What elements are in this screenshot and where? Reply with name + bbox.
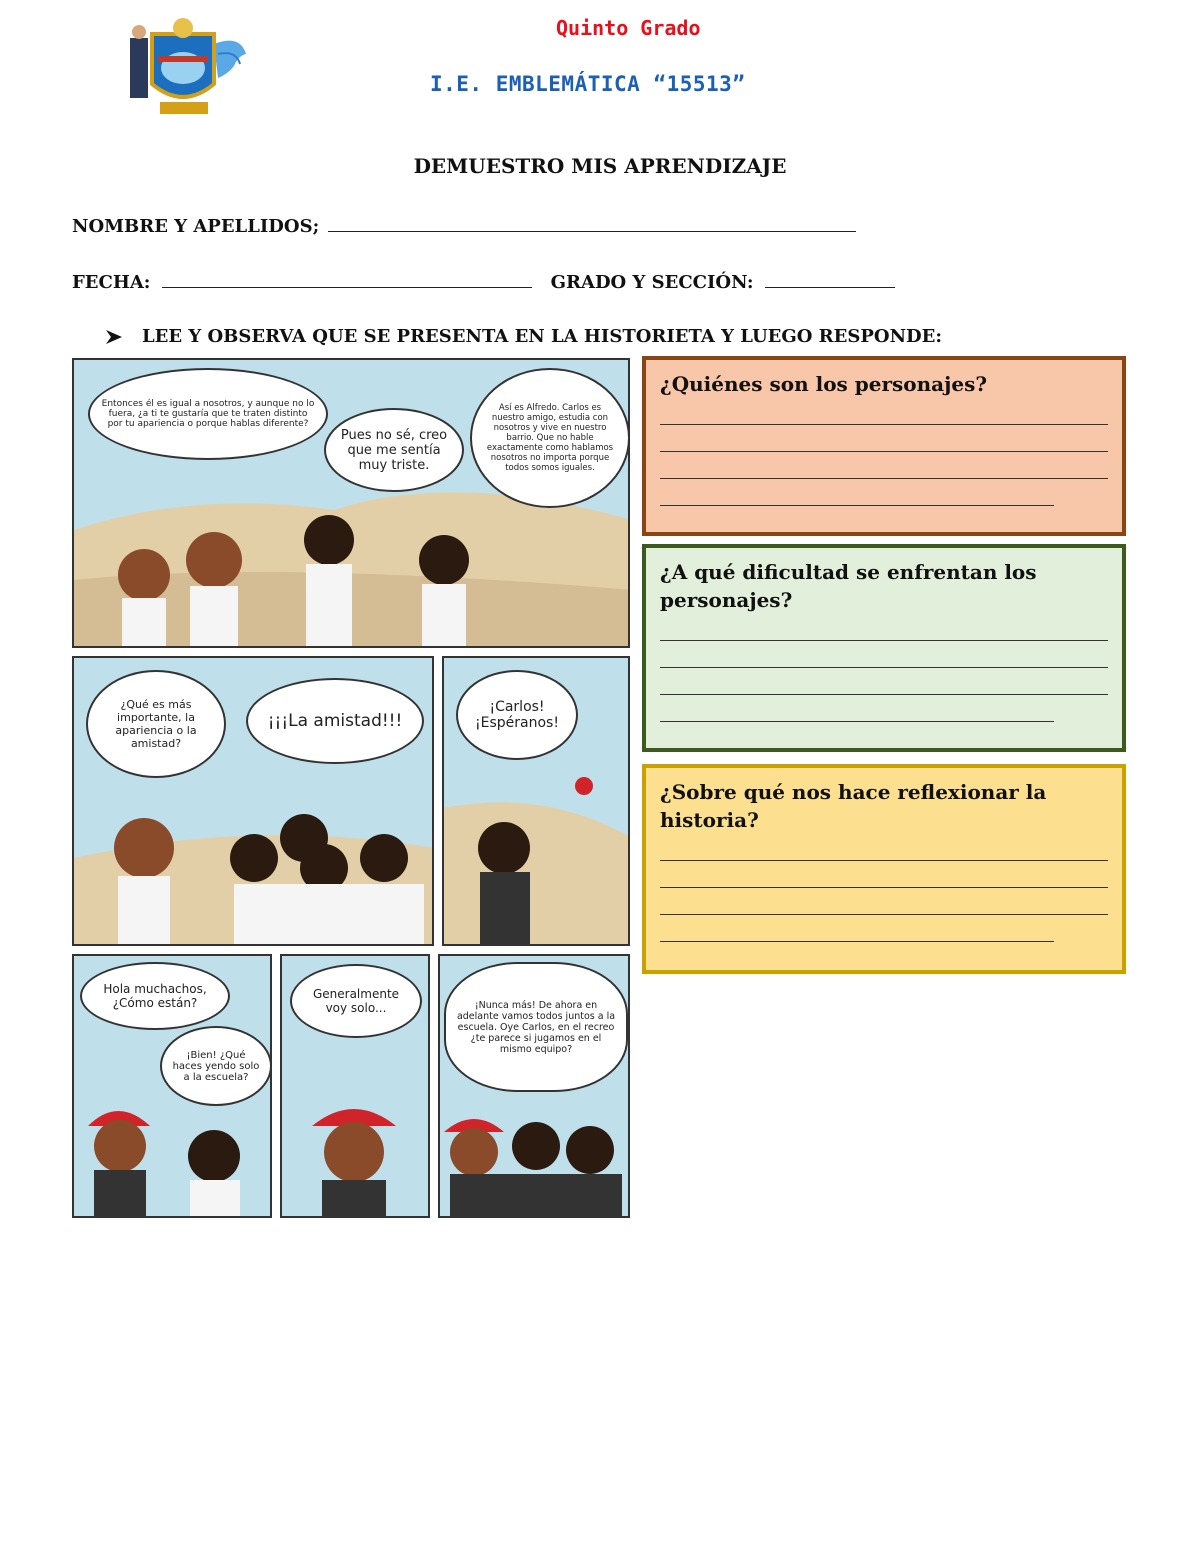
comic-panel-4 [72, 954, 272, 1218]
answer-line[interactable] [660, 425, 1108, 452]
speech-bubble: Hola muchachos, ¿Cómo están? [80, 962, 230, 1030]
comic-panel-5 [280, 954, 430, 1218]
name-label: NOMBRE Y APELLIDOS; [72, 216, 320, 237]
answer-line[interactable] [660, 479, 1054, 506]
speech-bubble: Generalmente voy solo... [290, 964, 422, 1038]
arrow-bullet-icon [104, 328, 124, 350]
answer-line[interactable] [660, 614, 1108, 641]
question-text: ¿Sobre qué nos hace reflexionar la historia? [660, 780, 1047, 832]
school-logo [122, 14, 248, 122]
date-field[interactable] [162, 273, 532, 288]
date-row [72, 272, 895, 293]
answer-line[interactable] [660, 452, 1108, 479]
school-name: I.E. EMBLEMÁTICA “15513” [430, 72, 746, 96]
speech-bubble: ¡Nunca más! De ahora en adelante vamos todos juntos a la escuela. Oye Carlos, en el recreo ¿te parece si jugamos en el mismo equipo? [444, 962, 628, 1092]
question-box-characters [642, 356, 1126, 536]
question-text: ¿Quiénes son los personajes? [660, 372, 988, 396]
speech-bubble: ¡¡¡La amistad!!! [246, 678, 424, 764]
answer-line[interactable] [660, 668, 1108, 695]
comic-strip [72, 358, 630, 1218]
date-label: FECHA: [72, 272, 151, 293]
comic-panel-3 [442, 656, 630, 946]
question-box-difficulty [642, 544, 1126, 752]
grade-section-field[interactable] [765, 273, 895, 288]
instruction-text: LEE Y OBSERVA QUE SE PRESENTA EN LA HISTORIETA Y LUEGO RESPONDE: [142, 326, 942, 347]
speech-bubble: ¡Carlos! ¡Espéranos! [456, 670, 578, 760]
grade-heading: Quinto Grado [556, 16, 701, 40]
answer-line[interactable] [660, 861, 1108, 888]
answer-line[interactable] [660, 398, 1108, 425]
answer-line[interactable] [660, 695, 1054, 722]
speech-bubble: Entonces él es igual a nosotros, y aunque no lo fuera, ¿a ti te gustaría que te traten distinto por tu apariencia o porque hablas diferente? [88, 368, 328, 460]
answer-line[interactable] [660, 888, 1108, 915]
speech-bubble: Pues no sé, creo que me sentía muy triste. [324, 408, 464, 492]
speech-bubble: Así es Alfredo. Carlos es nuestro amigo, estudia con nosotros y vive en nuestro barrio. Que no hable exactamente como hablamos nosotros no importa porque todos somos iguales. [470, 368, 630, 508]
name-row [72, 216, 856, 237]
name-field[interactable] [328, 217, 856, 232]
answer-line[interactable] [660, 834, 1108, 861]
question-box-reflection [642, 764, 1126, 974]
comic-panel-2 [72, 656, 434, 946]
speech-bubble: ¿Qué es más importante, la apariencia o la amistad? [86, 670, 226, 778]
question-text: ¿A qué dificultad se enfrentan los personajes? [660, 560, 1037, 612]
comic-panel-1 [72, 358, 630, 648]
answer-line[interactable] [660, 641, 1108, 668]
page-title: DEMUESTRO MIS APRENDIZAJE [413, 154, 787, 178]
answer-line[interactable] [660, 915, 1054, 942]
speech-bubble: ¡Bien! ¿Qué haces yendo solo a la escuela? [160, 1026, 272, 1106]
grade-section-label: GRADO Y SECCIÓN: [550, 272, 754, 293]
comic-panel-6 [438, 954, 630, 1218]
